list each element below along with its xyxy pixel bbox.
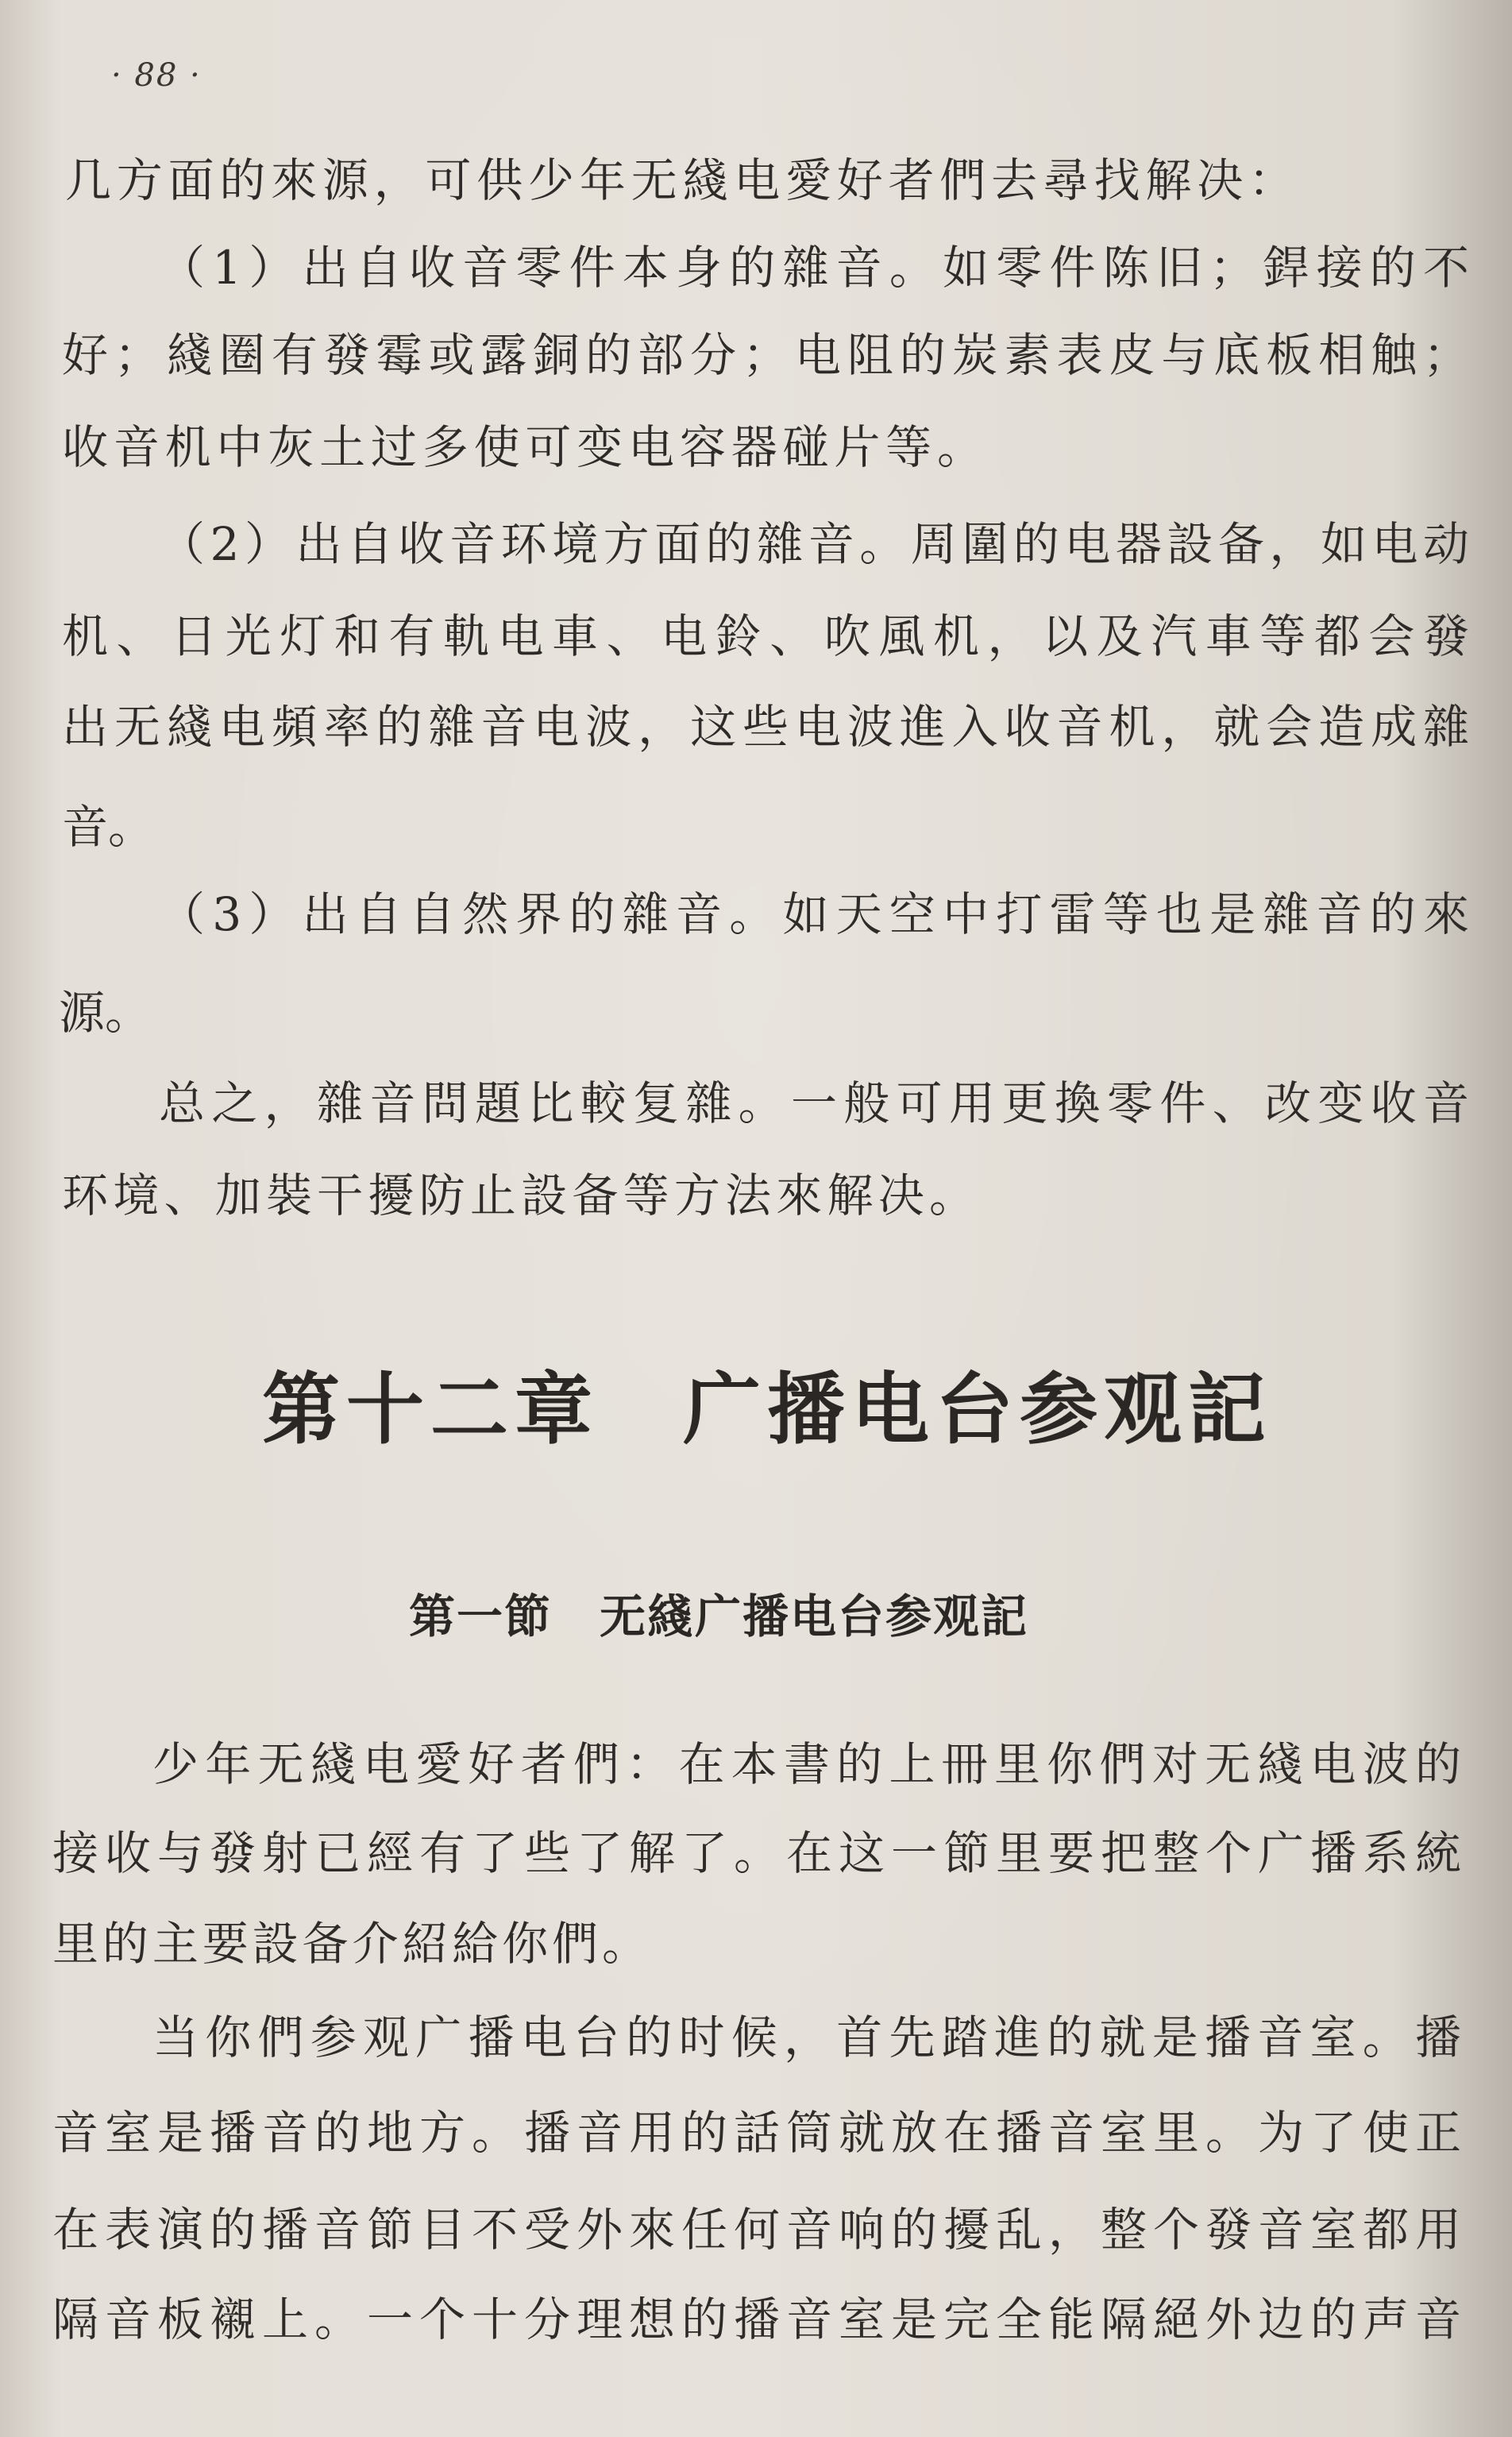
page-number: · 88 · <box>111 57 202 94</box>
text-line: （3）出自自然界的雜音。如天空中打雷等也是雜音的來 <box>159 887 1469 941</box>
text-line: 出无綫电頻率的雜音电波，这些电波進入收音机，就会造成雜 <box>62 700 1469 754</box>
text-line: 接收与發射已經有了些了解了。在这一節里要把整个广播系統 <box>52 1826 1461 1880</box>
text-line: （1）出自收音零件本身的雜音。如零件陈旧；銲接的不 <box>159 241 1469 295</box>
text-line: 收音机中灰土过多使可变电容器碰片等。 <box>62 420 983 474</box>
text-line: 环境、加裝干擾防止設备等方法來解决。 <box>62 1168 975 1222</box>
text-line: 几方面的來源，可供少年无綫电愛好者們去尋找解决： <box>65 153 1294 207</box>
text-line: 里的主要設备介紹給你們。 <box>52 1917 648 1971</box>
text-line: 少年无綫电愛好者們：在本書的上冊里你們对无綫电波的 <box>152 1737 1461 1791</box>
text-line: 好；綫圈有發霉或露銅的部分；电阻的炭素表皮与底板相触； <box>62 328 1469 382</box>
text-line: 音。 <box>62 800 155 854</box>
section-title: 第一節 无綫广播电台参观記 <box>409 1589 1029 1643</box>
text-line: 隔音板襯上。一个十分理想的播音室是完全能隔絕外边的声音 <box>52 2292 1461 2346</box>
chapter-title: 第十二章 广播电台参观記 <box>262 1365 1273 1455</box>
text-line: 当你們参观广播电台的时候，首先踏進的就是播音室。播 <box>152 2010 1461 2064</box>
text-line: （2）出自收音环境方面的雜音。周圍的电器設备，如电动 <box>159 517 1469 571</box>
text-line: 源。 <box>59 986 152 1040</box>
text-line: 总之，雜音問題比較复雜。一般可用更換零件、改变收音 <box>159 1076 1469 1130</box>
text-line: 在表演的播音節目不受外來任何音响的擾乱，整个發音室都用 <box>52 2203 1461 2257</box>
text-line: 机、日光灯和有軌电車、电鈴、吹風机，以及汽車等都会發 <box>62 609 1469 663</box>
text-line: 音室是播音的地方。播音用的話筒就放在播音室里。为了使正 <box>52 2106 1461 2160</box>
